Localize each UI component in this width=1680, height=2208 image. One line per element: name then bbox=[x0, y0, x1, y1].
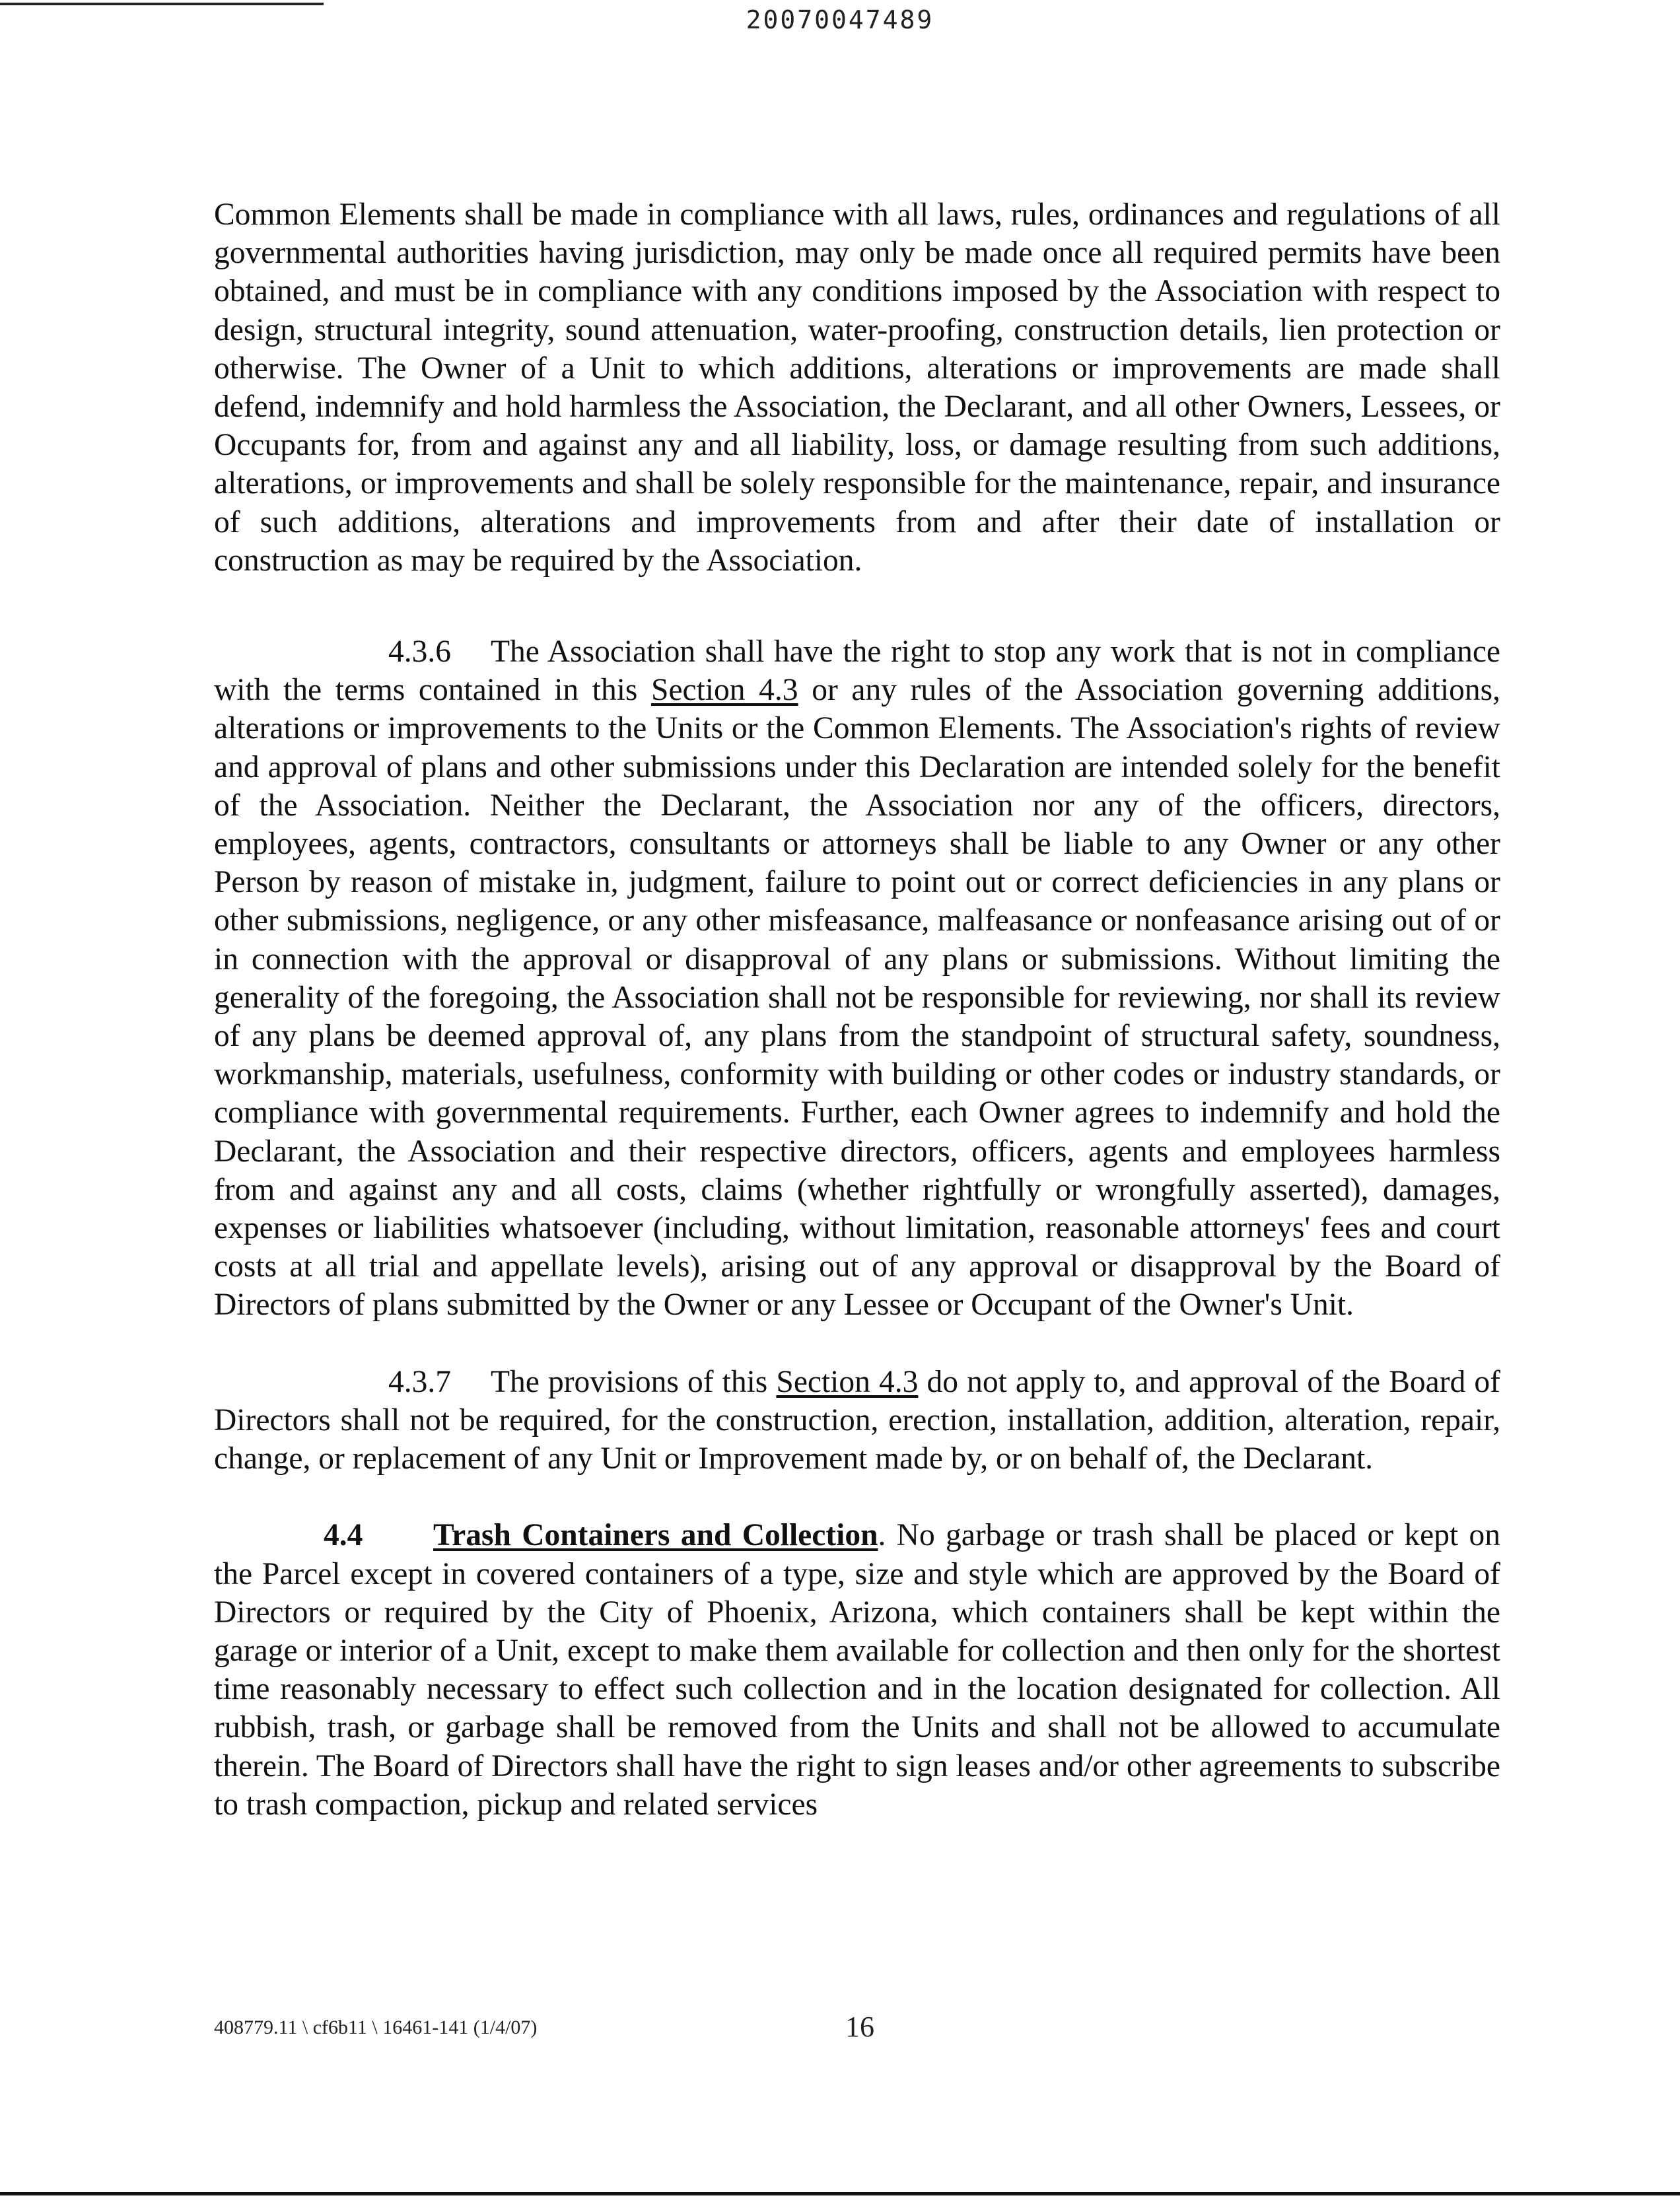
section-reference: Section 4.3 bbox=[776, 1364, 919, 1399]
section-number: 4.3.6 bbox=[388, 635, 451, 670]
page-number: 16 bbox=[845, 2011, 874, 2043]
bottom-scan-rule bbox=[0, 2192, 1680, 2195]
paragraph-text: The Association shall have the right to stop any work that is not in compliance with the terms contained in this bbox=[214, 635, 1500, 708]
paragraph-4-3-7 bbox=[214, 1363, 1500, 1478]
paragraph-text: . No garbage or trash shall be placed or kept on the Parcel except in covered containers of a type, size and style which are approved by the Board of Directors or required by the City of Phoenix, Arizona, which containers shall be kept within the garage or interior of a Unit, except to make them available for collection and then only for the shortest time reasonably necessary to effect such collection and in the location designated for collection. All rubbish, trash, or garbage shall be removed from the Units and shall not be allowed to accumulate therein. The Board of Directors shall have the right to sign leases and/or other agreements to subscribe to trash compaction, pickup and related services bbox=[214, 1518, 1500, 1822]
paragraph-common-elements: Common Elements shall be made in compliance with all laws, rules, ordinances and regulations of all governmental authorities having jurisdiction, may only be made once all required permits have been obtained, and must be in compliance with any conditions imposed by the Association with respect to design, structural integrity, sound attenuation, water-proofing, construction details, lien protection or otherwise. The Owner of a Unit to which additions, alterations or improvements are made shall defend, indemnify and hold harmless the Association, the Declarant, and all other Owners, Lessees, or Occupants for, from and against any and all liability, loss, or damage resulting from such additions, alterations, or improvements and shall be solely responsible for the maintenance, repair, and insurance of such additions, alterations and improvements from and after their date of installation or construction as may be required by the Association. bbox=[214, 197, 1500, 578]
section-heading: Trash Containers and Collection bbox=[433, 1518, 878, 1553]
recording-number: 20070047489 bbox=[746, 5, 934, 34]
paragraph-text: or any rules of the Association governing additions, alterations or improvements to the Units or the Common Elements. The Association's rights of review and approval of plans and other submissions under this Declaration are intended solely for the benefit of the Association. Neither the Declarant, the Association nor any of the officers, directors, employees, agents, contractors, consultants or attorneys shall be liable to any Owner or any other Person by reason of mistake in, judgment, failure to point out or correct deficiencies in any plans or other submissions, negligence, or any other misfeasance, malfeasance or nonfeasance arising out of or in connection with the approval or disapproval of any plans or submissions. Without limiting the generality of the foregoing, the Association shall not be responsible for reviewing, nor shall its review of any plans be deemed approval of, any plans from the standpoint of structural safety, soundness, workmanship, materials, usefulness, conformity with building or other codes or industry standards, or compliance with governmental requirements. Further, each Owner agrees to indemnify and hold the Declarant, the Association and their respective directors, officers, agents and employees harmless from and against any and all costs, claims (whether rightfully or wrongfully asserted), damages, expenses or liabilities whatsoever (including, without limitation, reasonable attorneys' fees and court costs at all trial and appellate levels), arising out of any approval or disapproval by the Board of Directors of plans submitted by the Owner or any Lessee or Occupant of the Owner's Unit. bbox=[214, 673, 1501, 1323]
paragraph-4-4 bbox=[214, 1516, 1500, 1824]
document-reference: 408779.11 \ cf6b11 \ 16461-141 (1/4/07) bbox=[214, 2017, 538, 2038]
section-number: 4.4 bbox=[324, 1518, 363, 1553]
paragraph-text: do not apply to, and approval of the Board of Directors shall not be required, for the construction, erection, installation, addition, alteration, repair, change, or replacement of any Unit or Improvement made by, or on behalf of, the Declarant. bbox=[214, 1364, 1501, 1476]
section-reference: Section 4.3 bbox=[651, 673, 798, 708]
section-number: 4.3.7 bbox=[388, 1364, 451, 1399]
paragraph-4-3-6 bbox=[214, 633, 1500, 1325]
document-body bbox=[214, 195, 1500, 1824]
paragraph-text: The provisions of this bbox=[491, 1364, 768, 1399]
